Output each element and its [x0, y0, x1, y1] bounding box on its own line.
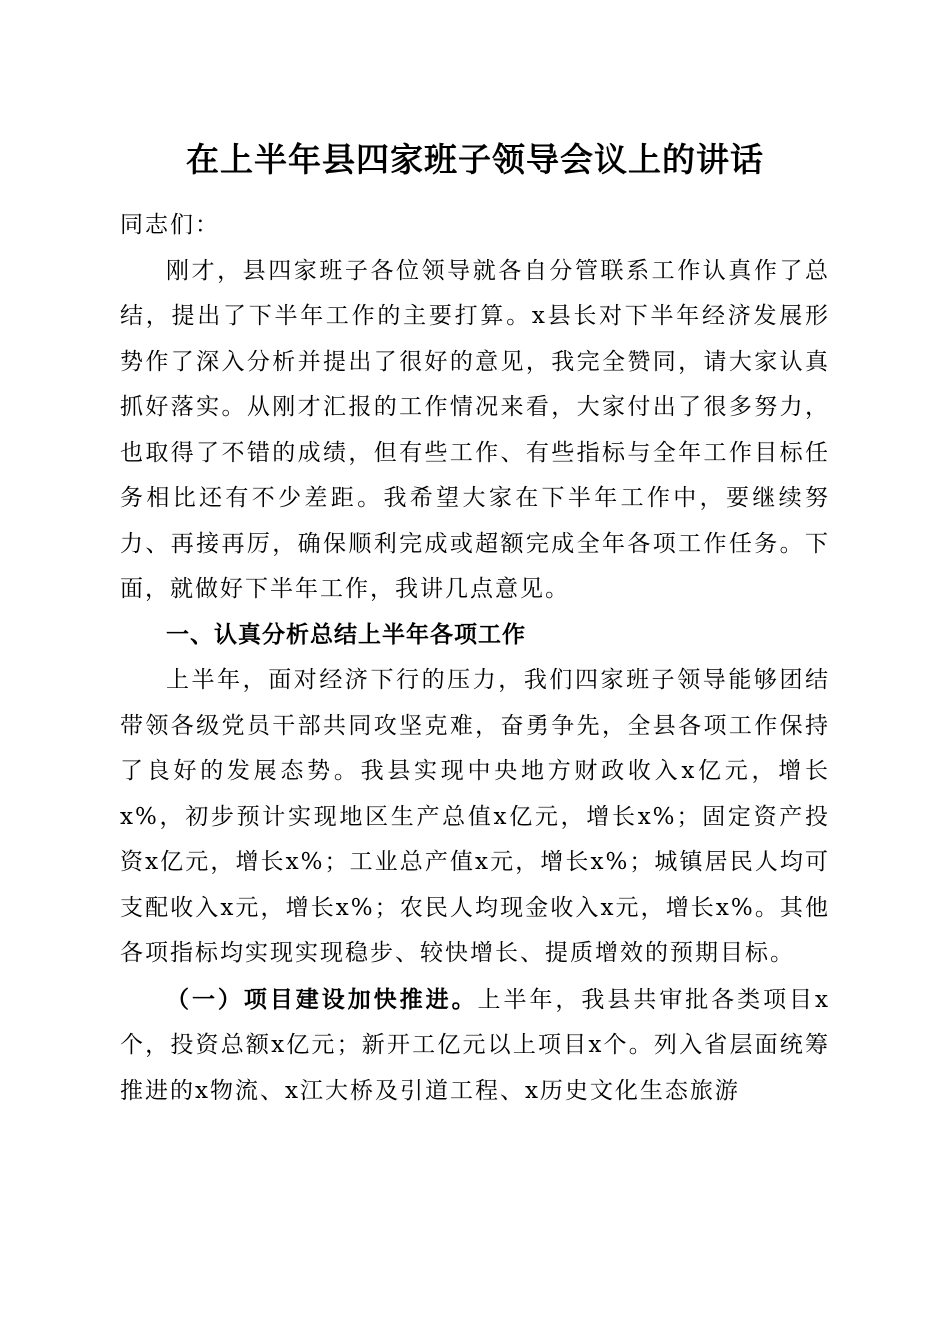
intro-paragraph: 刚才，县四家班子各位领导就各自分管联系工作认真作了总结，提出了下半年工作的主要打算。x县长对下半年经济发展形势作了深入分析并提出了很好的意见，我完全赞同，请大家认真抓好落实。从刚才汇报的工作情况来看，大家付出了很多努力，也取得了不错的成绩，但有些工作、有些指标与全年工作目标任务相比还有不少差距。我希望大家在下半年工作中，要继续努力、再接再厉，确保顺利完成或超额完成全年各项工作任务。下面，就做好下半年工作，我讲几点意见。	[120, 257, 830, 602]
salutation: 同志们：	[120, 212, 220, 238]
document-title: 在上半年县四家班子领导会议上的讲话	[186, 140, 764, 179]
section-heading-1: 一、认真分析总结上半年各项工作	[166, 621, 526, 648]
subsection-heading-1: （一）项目建设加快推进。	[166, 985, 478, 1013]
document-body	[120, 203, 830, 1114]
section1-paragraph: 上半年，面对经济下行的压力，我们四家班子领导能够团结带领各级党员干部共同攻坚克难，奋勇争先，全县各项工作保持了良好的发展态势。我县实现中央地方财政收入x亿元，增长x%，初步预计实现地区生产总值x亿元，增长x%；固定资产投资x亿元，增长x%；工业总产值x元，增长x%；城镇居民人均可支配收入x元，增长x%；农民人均现金收入x元，增长x%。其他各项指标均实现实现稳步、较快增长、提质增效的预期目标。	[120, 667, 830, 966]
document-page	[120, 0, 830, 1344]
subsection1-text: 上半年，我县共审批各类项目x个，投资总额x亿元；新开工亿元以上项目x个。列入省层面统筹推进的x物流、x江大桥及引道工程、x历史文化生态旅游	[120, 986, 830, 1104]
subsection1-paragraph	[120, 977, 830, 1115]
